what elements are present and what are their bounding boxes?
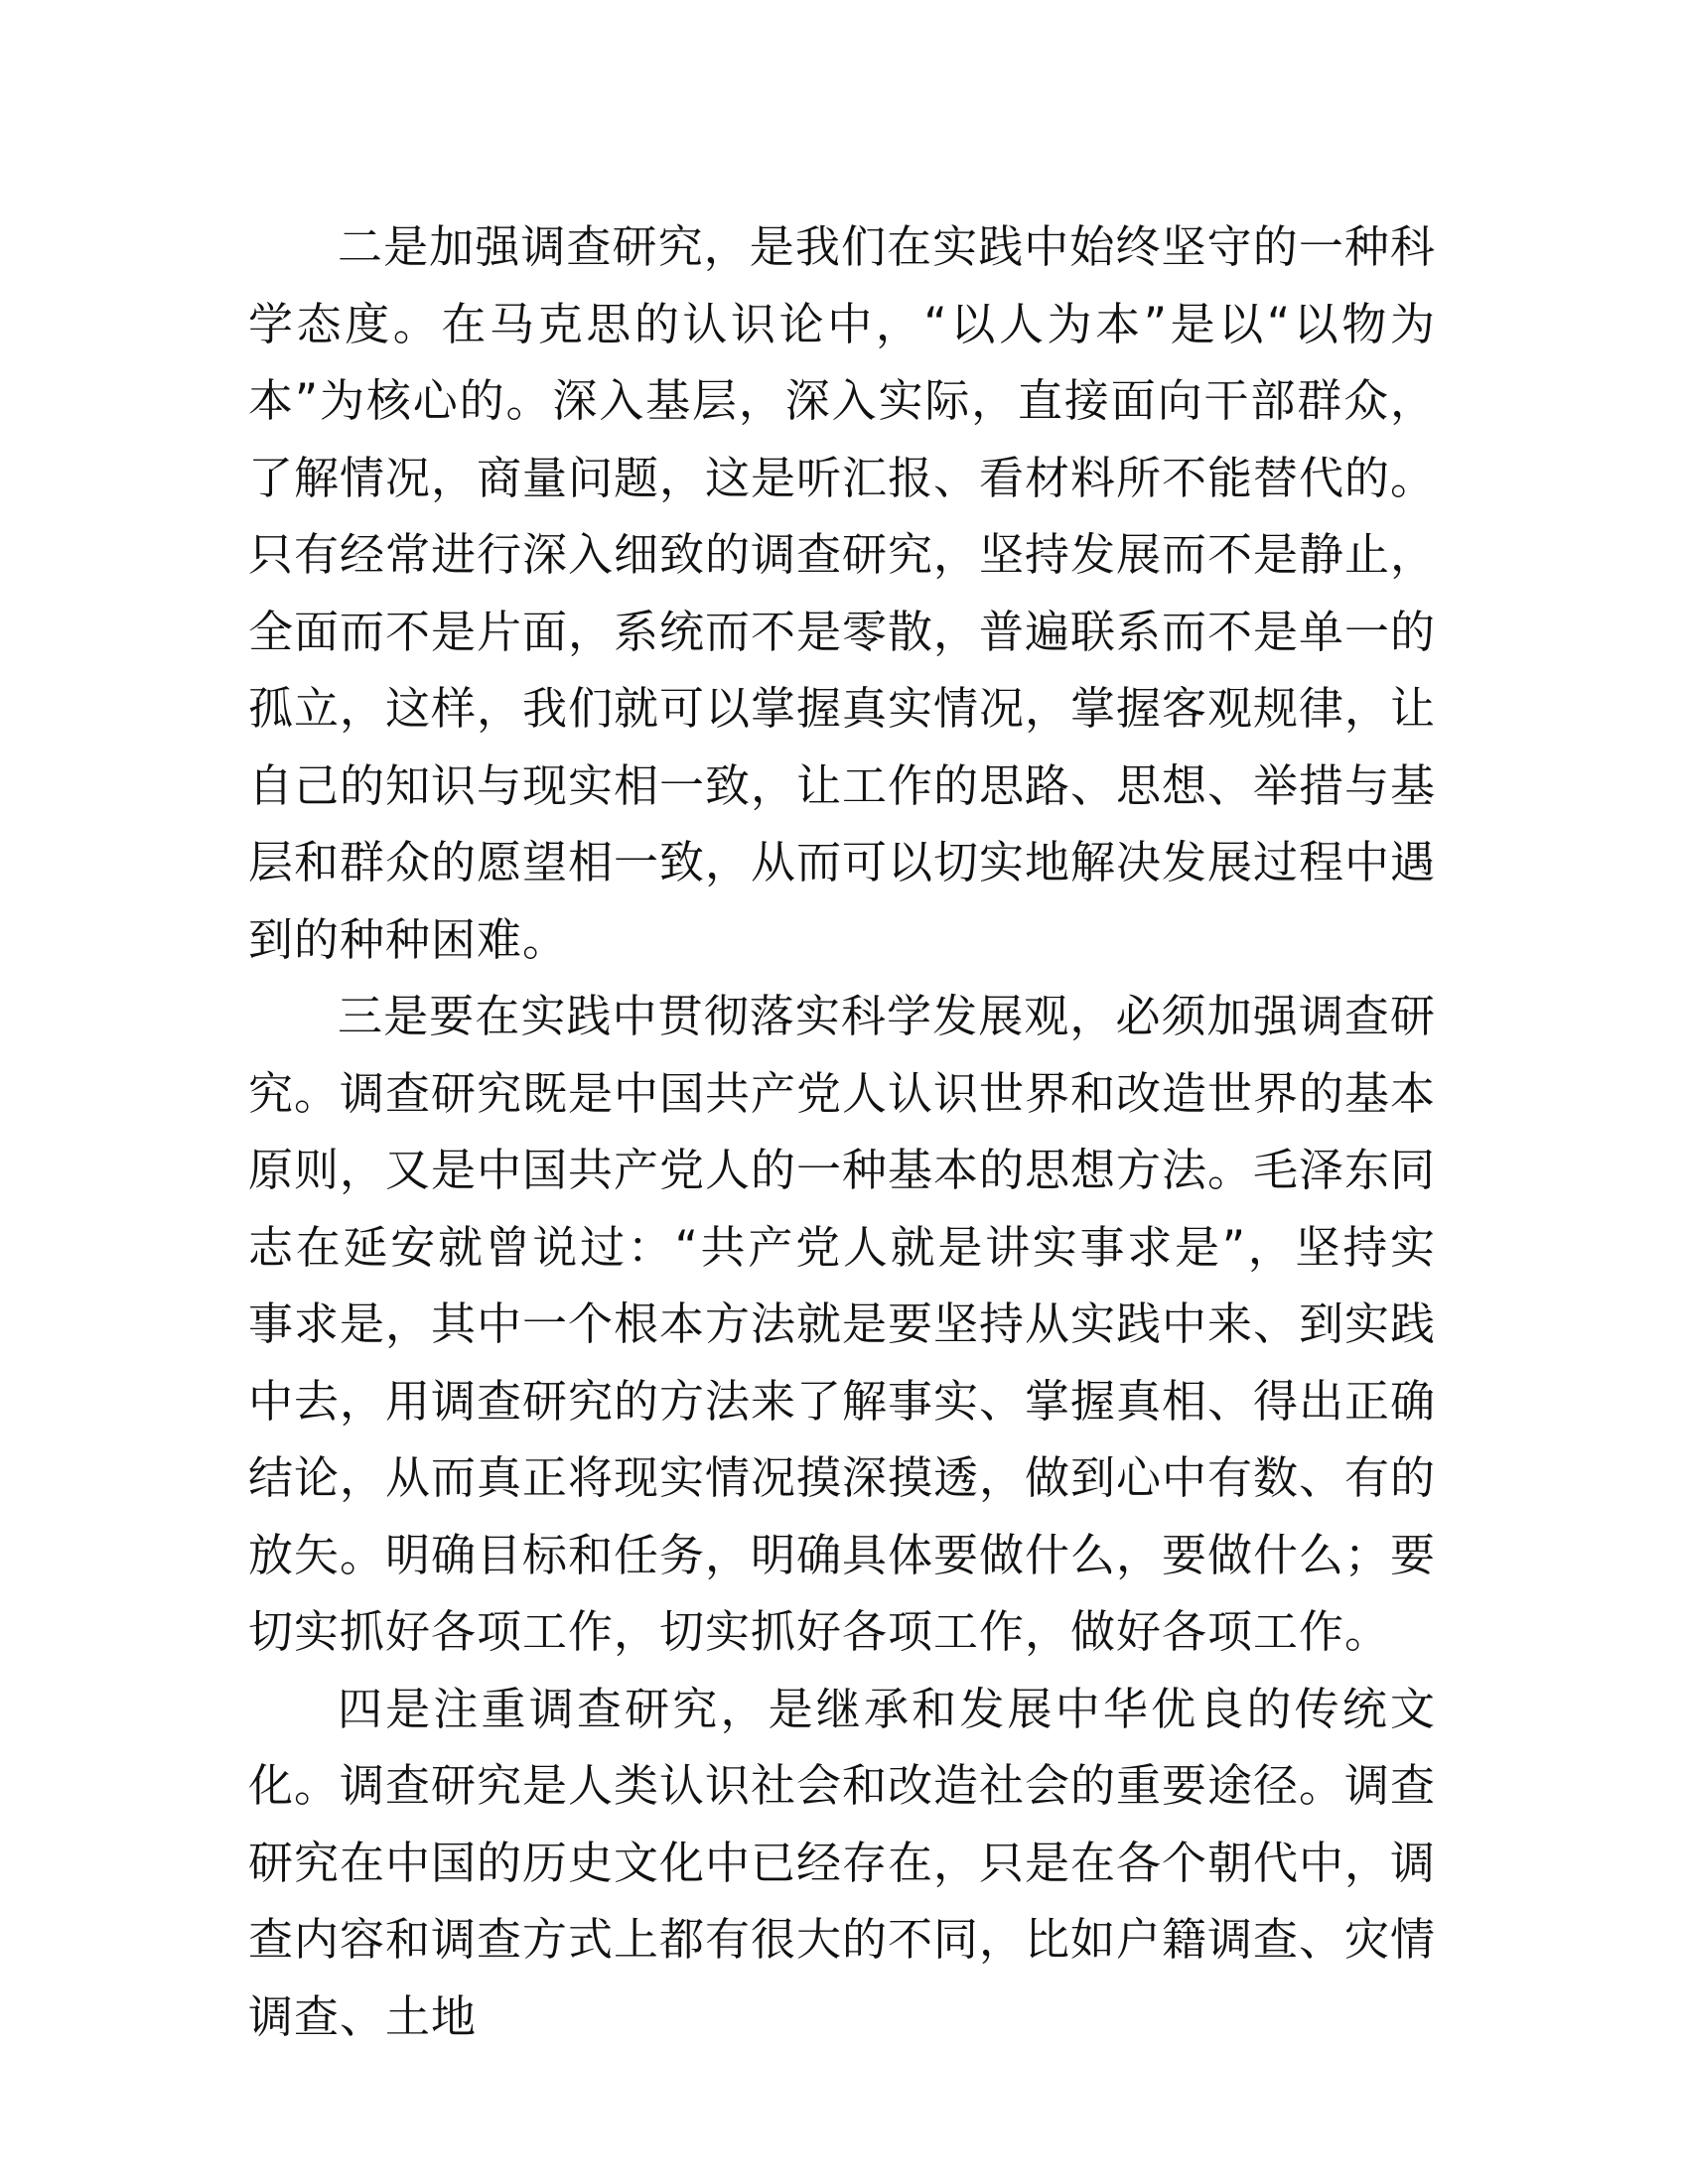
paragraph-4: 四是注重调查研究，是继承和发展中华优良的传统文化。调查研究是人类认识社会和改造社会的重要途径。调查研究在中国的历史文化中已经存在，只是在各个朝代中，调查内容和调查方式上都有很大的不同，比如户籍调查、灾情调查、土地 xyxy=(248,1682,1437,2043)
paragraph-3: 三是要在实践中贯彻落实科学发展观，必须加强调查研究。调查研究既是中国共产党人认识世界和改造世界的基本原则，又是中国共产党人的一种基本的思想方法。毛泽东同志在延安就曾说过：“共产党人就是讲实事求是”，坚持实事求是，其中一个根本方法就是要坚持从实践中来、到实践中去，用调查研究的方法来了解事实、掌握真相、得出正确结论，从而真正将现实情况摸深摸透，做到心中有数、有的放矢。明确目标和任务，明确具体要做什么，要做什么；要切实抓好各项工作，切实抓好各项工作，做好各项工作。 xyxy=(248,990,1437,1658)
document-body xyxy=(248,208,1436,2055)
paragraph-2: 二是加强调查研究，是我们在实践中始终坚守的一种科学态度。在马克思的认识论中，“以人为本”是以“以物为本”为核心的。深入基层，深入实际，直接面向干部群众，了解情况，商量问题，这是听汇报、看材料所不能替代的。只有经常进行深入细致的调查研究，坚持发展而不是静止，全面而不是片面，系统而不是零散，普遍联系而不是单一的孤立，这样，我们就可以掌握真实情况，掌握客观规律，让自己的知识与现实相一致，让工作的思路、思想、举措与基层和群众的愿望相一致，从而可以切实地解决发展过程中遇到的种种困难。 xyxy=(248,220,1437,966)
